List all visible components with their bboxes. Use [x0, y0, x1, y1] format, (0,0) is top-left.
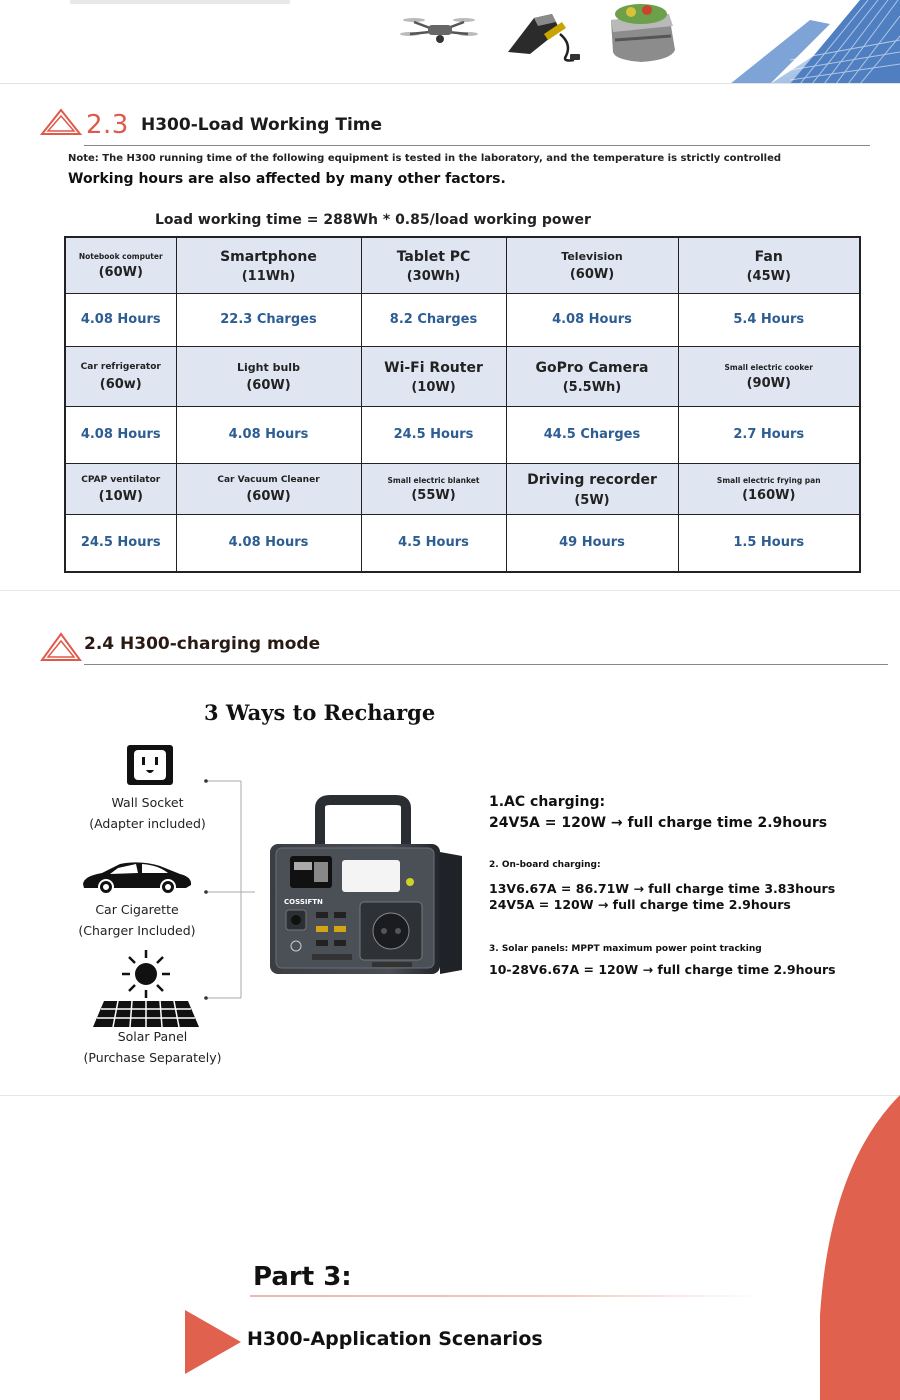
- section-title: 2.4 H300-charging mode: [84, 634, 321, 654]
- section-underline: [84, 664, 888, 665]
- device-power: (60W): [98, 265, 143, 281]
- section-underline: [84, 145, 870, 146]
- onboard-charging-spec-2: 24V5A = 120W → full charge time 2.9hours: [489, 897, 791, 912]
- table-cell: [678, 463, 860, 514]
- table-cell: [506, 463, 678, 514]
- building-image: [690, 0, 900, 84]
- power-station-image: [262, 794, 472, 980]
- table-cell: 2.7 Hours: [678, 406, 860, 463]
- table-cell: 44.5 Charges: [506, 406, 678, 463]
- device-power: (55W): [411, 488, 456, 504]
- decorative-curve: [820, 1095, 900, 1400]
- device-power: (10W): [411, 380, 456, 396]
- table-cell: [65, 346, 176, 406]
- load-working-time-table: [64, 236, 861, 573]
- device-power: (160W): [742, 488, 796, 504]
- table-cell: 4.08 Hours: [176, 514, 361, 572]
- table-cell: 4.08 Hours: [65, 406, 176, 463]
- warning-triangle-icon: [40, 108, 82, 136]
- table-cell: 1.5 Hours: [678, 514, 860, 572]
- solar-panel-label: [70, 1026, 235, 1068]
- table-cell: [678, 237, 860, 293]
- section-divider: [0, 1095, 900, 1096]
- solar-panel-icon: [92, 1000, 200, 1028]
- car-cooler-image: [605, 0, 680, 64]
- source-note: (Purchase Separately): [83, 1050, 222, 1065]
- car-cigarette-label: [62, 899, 212, 941]
- faint-divider: [70, 0, 290, 4]
- table-row: [65, 406, 860, 463]
- device-name: Car refrigerator: [80, 362, 161, 373]
- top-product-strip: [0, 0, 900, 84]
- device-name: Small electric cooker: [724, 363, 813, 373]
- device-name: Small electric frying pan: [716, 475, 821, 485]
- device-power: (90W): [746, 375, 791, 391]
- source-name: Wall Socket: [111, 795, 184, 810]
- table-cell: 4.08 Hours: [506, 293, 678, 346]
- table-cell: [176, 346, 361, 406]
- section-number: 2.3: [86, 110, 129, 140]
- table-cell: 49 Hours: [506, 514, 678, 572]
- device-name: Smartphone: [220, 249, 317, 266]
- solar-charging-title: 3. Solar panels: MPPT maximum power point tracking: [489, 944, 762, 954]
- table-cell: 4.5 Hours: [361, 514, 506, 572]
- device-power: (60w): [99, 376, 142, 392]
- table-cell: 24.5 Hours: [65, 514, 176, 572]
- device-power: (5.5Wh): [562, 380, 622, 396]
- table-cell: [65, 237, 176, 293]
- recharge-heading: 3 Ways to Recharge: [204, 700, 436, 725]
- table-cell: [361, 463, 506, 514]
- device-power: (11Wh): [241, 269, 296, 285]
- device-power: (60W): [246, 378, 291, 394]
- drone-image: [400, 10, 480, 50]
- device-name: CPAP ventilator: [81, 474, 161, 485]
- section-title: H300-Load Working Time: [141, 115, 383, 135]
- part-underline: [250, 1295, 760, 1297]
- table-cell: 22.3 Charges: [176, 293, 361, 346]
- device-name: Wi-Fi Router: [384, 359, 483, 376]
- ac-charging-title: 1.AC charging:: [489, 794, 606, 810]
- warning-triangle-icon: [40, 632, 82, 662]
- factors-note: Working hours are also affected by many other factors.: [68, 171, 506, 187]
- table-cell: [506, 346, 678, 406]
- table-cell: 5.4 Hours: [678, 293, 860, 346]
- wall-socket-icon: [126, 744, 174, 786]
- source-note: (Charger Included): [78, 923, 196, 938]
- device-name: Light bulb: [237, 360, 300, 374]
- device-name: Tablet PC: [396, 249, 471, 266]
- table-cell: [506, 237, 678, 293]
- device-name: Television: [561, 250, 623, 264]
- play-arrow-icon: [184, 1309, 242, 1375]
- table-cell: 8.2 Charges: [361, 293, 506, 346]
- device-power: (10W): [98, 489, 143, 505]
- table-row: [65, 463, 860, 514]
- section-divider: [0, 590, 900, 591]
- table-cell: [176, 237, 361, 293]
- device-power: (60W): [246, 489, 291, 505]
- formula-text: Load working time = 288Wh * 0.85/load working power: [155, 212, 591, 228]
- table-row: [65, 514, 860, 572]
- part-title: H300-Application Scenarios: [247, 1328, 543, 1350]
- device-power: (60W): [569, 267, 615, 283]
- table-cell: [65, 463, 176, 514]
- onboard-charging-spec-1: 13V6.67A = 86.71W → full charge time 3.83hours: [489, 881, 836, 896]
- device-name: Small electric blanket: [387, 475, 480, 485]
- solar-charging-spec: 10-28V6.67A = 120W → full charge time 2.9hours: [489, 962, 836, 977]
- device-power: (30Wh): [406, 269, 461, 285]
- car-icon: [80, 860, 194, 896]
- table-row: [65, 346, 860, 406]
- table-row: [65, 293, 860, 346]
- device-name: Driving recorder: [527, 472, 657, 489]
- table-row: [65, 237, 860, 293]
- table-cell: 4.08 Hours: [65, 293, 176, 346]
- table-cell: 4.08 Hours: [176, 406, 361, 463]
- source-name: Car Cigarette: [95, 902, 179, 917]
- device-name: GoPro Camera: [535, 359, 649, 376]
- table-cell: 24.5 Hours: [361, 406, 506, 463]
- device-name: Car Vacuum Cleaner: [217, 474, 320, 485]
- device-power: (5W): [574, 492, 610, 508]
- table-cell: [361, 237, 506, 293]
- device-brand: COSSIFTN: [284, 898, 323, 906]
- table-cell: [361, 346, 506, 406]
- car-vacuum-image: [500, 4, 585, 64]
- sun-icon: [118, 948, 174, 1000]
- test-note: Note: The H300 running time of the following equipment is tested in the laboratory, and the temperature is strictly controlled: [68, 153, 782, 164]
- connector-bracket: [200, 775, 260, 1005]
- table-cell: [176, 463, 361, 514]
- device-power: (45W): [746, 269, 791, 285]
- source-name: Solar Panel: [117, 1029, 188, 1044]
- part-label: Part 3:: [253, 1262, 352, 1292]
- table-cell: [678, 346, 860, 406]
- ac-charging-spec: 24V5A = 120W → full charge time 2.9hours: [489, 815, 828, 831]
- device-name: Notebook computer: [78, 252, 163, 262]
- source-note: (Adapter included): [89, 816, 206, 831]
- device-name: Fan: [754, 249, 783, 266]
- onboard-charging-title: 2. On-board charging:: [489, 860, 601, 870]
